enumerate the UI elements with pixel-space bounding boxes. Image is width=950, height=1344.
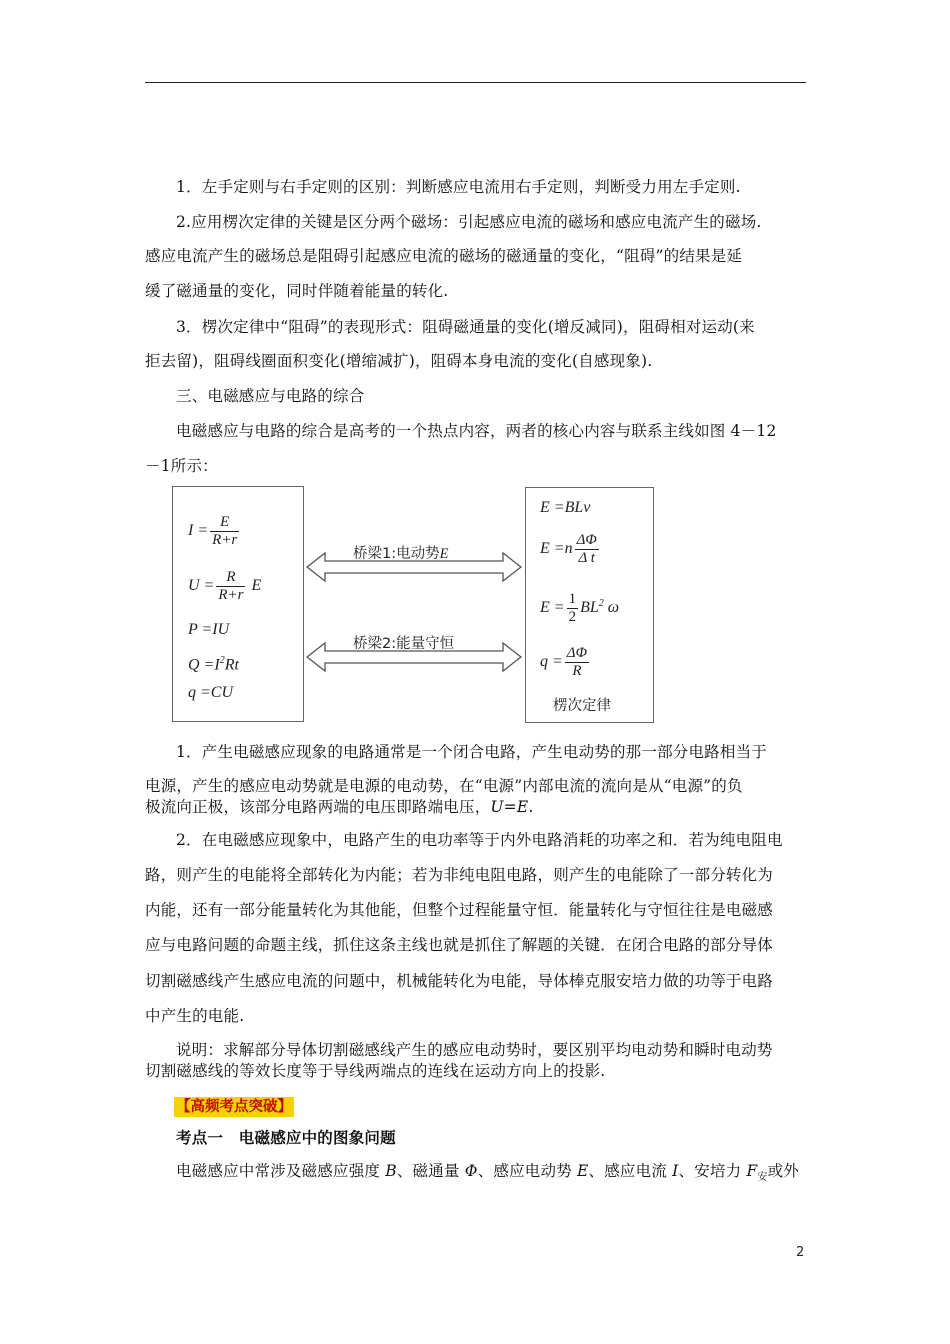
section-heading-3: 三、电磁感应与电路的综合 [176,387,365,405]
paragraph-5-line-2: 电源，产生的感应电动势就是电源的电动势，在“电源”内部电流的流向是从“电源”的负 [145,777,743,795]
paragraph-6-line-6: 中产生的电能. [145,1007,245,1025]
lenz-law-label: 楞次定律 [553,698,611,714]
paragraph-3-line-1: 3．楞次定律中“阻碍”的表现形式：阻碍磁通量的变化(增反减同)，阻碍相对运动(来 [176,318,755,336]
formula-power: P =IU [188,621,230,638]
paragraph-6-line-4: 应与电路问题的命题主线，抓住这条主线也就是抓住了解题的关键．在闭合电路的部分导体 [145,936,774,954]
formula-emf-rotation: E = $\frac{1}{2}$ $BL^2$ ω [540,591,620,625]
formula-emf-faraday: E =n $\frac{\Delta\Phi}{\text{Δ t}}$ [540,532,597,566]
section-tag: 【高频考点突破】 [176,1099,292,1115]
paragraph-2-line-2: 感应电流产生的磁场总是阻碍引起感应电流的磁场的磁通量的变化，“阻碍”的结果是延 [145,247,743,265]
formula-emf-motional: E =BLv [540,499,591,516]
header-rule [145,82,806,83]
paragraph-6-line-1: 2．在电磁感应现象中，电路产生的电功率等于内外电路消耗的功率之和．若为纯电阻电 [176,831,783,849]
paragraph-5-line-1: 1．产生电磁感应现象的电路通常是一个闭合电路，产生电动势的那一部分电路相当于 [176,743,767,761]
paragraph-3-line-2: 拒去留)，阻碍线圈面积变化(增缩减扩)，阻碍本身电流的变化(自感现象). [145,352,653,370]
paragraph-6-line-3: 内能，还有一部分能量转化为其他能，但整个过程能量守恒．能量转化与守恒往往是电磁感 [145,901,774,919]
bridge-label-1: 桥梁1:电动势E [353,546,449,562]
paragraph-6-line-2: 路，则产生的电能将全部转化为内能；若为非纯电阻电路，则产生的电能除了一部分转化为 [145,866,774,884]
formula-current: I = $\frac{E}{R+r}$ [188,514,238,548]
formula-voltage: U = $\frac{R}{R+r}$ E [188,569,262,603]
paragraph-4-line-1: 电磁感应与电路的综合是高考的一个热点内容，两者的核心内容与联系主线如图 4－12 [176,422,777,440]
bridge-label-2: 桥梁2:能量守恒 [353,636,455,652]
formula-heat: $Q =I^2Rt$ [188,655,239,674]
paragraph-1: 1．左手定则与右手定则的区别：判断感应电流用右手定则，判断受力用左手定则. [176,178,741,196]
paragraph-2-line-1: 2.应用楞次定律的关键是区分两个磁场：引起感应电流的磁场和感应电流产生的磁场. [176,213,762,231]
note-line-2: 切割磁感线的等效长度等于导线两端点的连线在运动方向上的投影. [145,1062,606,1080]
note-line-1: 说明：求解部分导体切割磁感线产生的感应电动势时，要区别平均电动势和瞬时电动势 [176,1041,773,1059]
paragraph-4-line-2: －1所示： [145,457,218,475]
topic-paragraph-line-1: 电磁感应中常涉及磁感应强度 B、磁通量 Φ、感应电动势 E、感应电流 I、安培力 $F_安$或外 [176,1162,800,1184]
formula-charge-flux: q = $\frac{\Delta\Phi}{R}$ [540,645,588,679]
formula-charge: q =CU [188,684,234,701]
topic-heading: 考点一 电磁感应中的图象问题 [176,1128,396,1147]
page-number: 2 [796,1245,805,1260]
paragraph-6-line-5: 切割磁感线产生感应电流的问题中，机械能转化为电能，导体棒克服安培力做的功等于电路 [145,972,774,990]
paragraph-5-line-3: 极流向正极，该部分电路两端的电压即路端电压，U=E. [145,798,534,816]
paragraph-2-line-3: 缓了磁通量的变化，同时伴随着能量的转化. [145,282,449,300]
